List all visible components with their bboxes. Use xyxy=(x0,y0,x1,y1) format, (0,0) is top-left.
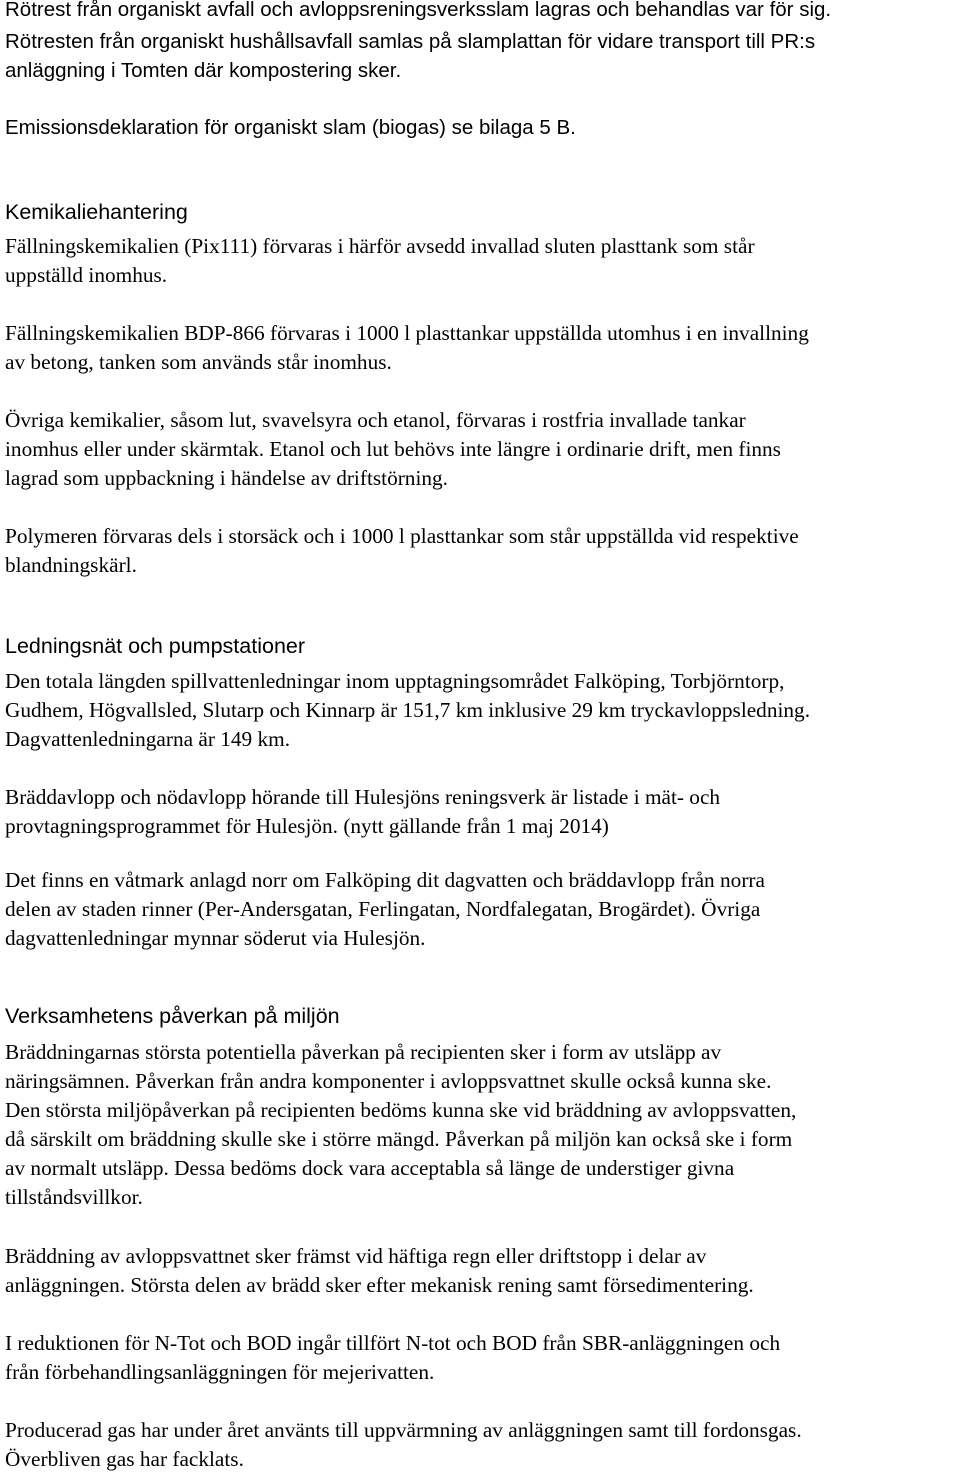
text-line: delen av staden rinner (Per-Andersgatan, Ferlingatan, Nordfalegatan, Brogärdet). Övriga xyxy=(5,897,761,921)
text-line: Fällningskemikalien BDP-866 förvaras i 1000 l plasttankar uppställda utomhus i en invallning xyxy=(5,321,809,345)
text-line: Fällningskemikalien (Pix111) förvaras i härför avsedd invallad sluten plasttank som står xyxy=(5,234,755,258)
text-line: Det finns en våtmark anlagd norr om Falköping dit dagvatten och bräddavlopp från norra xyxy=(5,868,765,892)
text-line: Producerad gas har under året använts till uppvärmning av anläggningen samt till fordonsgas. xyxy=(5,1418,802,1442)
text-line: lagrad som uppbackning i händelse av driftstörning. xyxy=(5,466,448,490)
text-line: Dagvattenledningarna är 149 km. xyxy=(5,727,291,751)
text-line: anläggningen. Största delen av brädd sker efter mekanisk rening samt försedimentering. xyxy=(5,1273,754,1297)
text-line: blandningskärl. xyxy=(5,553,137,577)
text-line: Polymeren förvaras dels i storsäck och i 1000 l plasttankar som står uppställda vid respektive xyxy=(5,524,799,548)
text-line: Rötresten från organiskt hushållsavfall samlas på slamplattan för vidare transport till PR:s xyxy=(5,30,816,53)
section-heading-ledningsnat: Ledningsnät och pumpstationer xyxy=(5,634,306,658)
text-line: av normalt utsläpp. Dessa bedöms dock vara acceptabla så länge de understiger givna xyxy=(5,1156,735,1180)
text-line: uppställd inomhus. xyxy=(5,263,168,287)
text-line: provtagningsprogrammet för Hulesjön. (nytt gällande från 1 maj 2014) xyxy=(5,814,609,838)
text-line: då särskilt om bräddning skulle ske i större mängd. Påverkan på miljön kan också ske i form xyxy=(5,1127,793,1151)
text-line: Emissionsdeklaration för organiskt slam (biogas) se bilaga 5 B. xyxy=(5,116,576,139)
text-line: Rötrest från organiskt avfall och avloppsreningsverksslam lagras och behandlas var för sig. xyxy=(5,0,832,21)
text-line: Gudhem, Högvallsled, Slutarp och Kinnarp är 151,7 km inklusive 29 km tryckavloppsledning. xyxy=(5,698,811,722)
text-line: anläggning i Tomten där kompostering sker. xyxy=(5,59,402,82)
text-line: Bräddning av avloppsvattnet sker främst vid häftiga regn eller driftstopp i delar av xyxy=(5,1244,707,1268)
text-line: Den största miljöpåverkan på recipienten bedöms kunna ske vid bräddning av avloppsvatten, xyxy=(5,1098,797,1122)
text-line: I reduktionen för N-Tot och BOD ingår tillfört N-tot och BOD från SBR-anläggningen och xyxy=(5,1331,781,1355)
section-heading-paverkan: Verksamhetens påverkan på miljön xyxy=(5,1004,340,1028)
text-line: Överbliven gas har facklats. xyxy=(5,1447,244,1471)
text-line: Övriga kemikalier, såsom lut, svavelsyra och etanol, förvaras i rostfria invallade tankar xyxy=(5,408,746,432)
text-line: inomhus eller under skärmtak. Etanol och lut behövs inte längre i ordinarie drift, men finns xyxy=(5,437,781,461)
text-line: dagvattenledningar mynnar söderut via Hulesjön. xyxy=(5,926,426,950)
text-line: tillståndsvillkor. xyxy=(5,1185,143,1209)
text-line: näringsämnen. Påverkan från andra komponenter i avloppsvattnet skulle också kunna ske. xyxy=(5,1069,772,1093)
text-line: av betong, tanken som används står inomhus. xyxy=(5,350,392,374)
text-line: Bräddavlopp och nödavlopp hörande till Hulesjöns reningsverk är listade i mät- och xyxy=(5,785,721,809)
text-line: Bräddningarnas största potentiella påverkan på recipienten sker i form av utsläpp av xyxy=(5,1040,722,1064)
section-heading-kemikaliehantering: Kemikaliehantering xyxy=(5,200,188,224)
text-line: från förbehandlingsanläggningen för mejerivatten. xyxy=(5,1360,435,1384)
text-line: Den totala längden spillvattenledningar inom upptagningsområdet Falköping, Torbjörntorp, xyxy=(5,669,785,693)
